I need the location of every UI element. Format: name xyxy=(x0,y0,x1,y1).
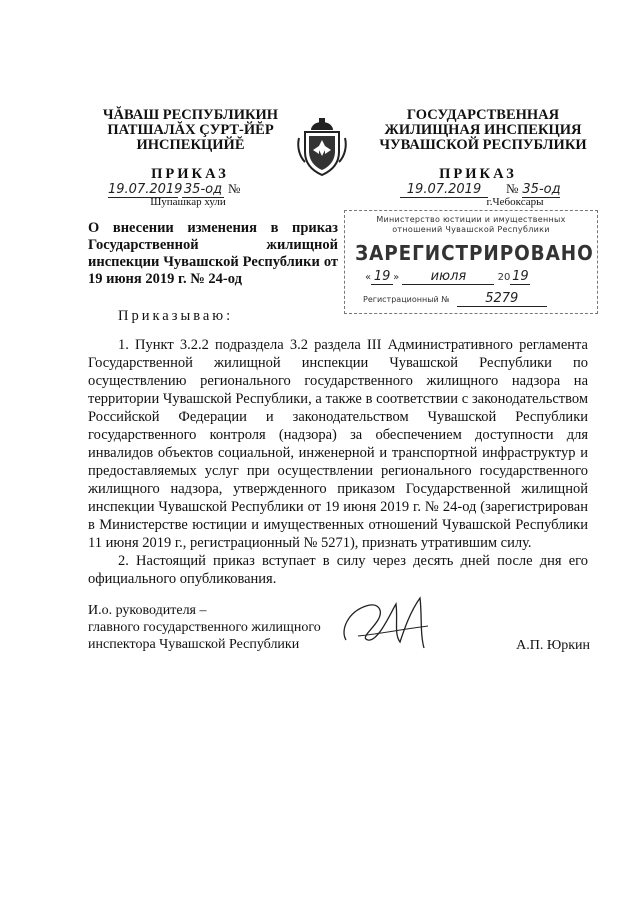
registration-stamp xyxy=(344,210,598,314)
left-number-sign: № xyxy=(228,181,241,196)
document-body xyxy=(88,336,588,588)
stamp-org-line: отношений Чувашской Республики xyxy=(392,225,550,234)
right-number-sign: № xyxy=(506,181,519,196)
signatory-position-line: инспектора Чувашской Республики xyxy=(88,637,300,652)
left-header-line: ИНСПЕКЦИЙĔ xyxy=(136,137,245,153)
right-header xyxy=(378,108,588,153)
stamp-org-line: Министерство юстиции и имущественных xyxy=(376,215,566,224)
signatory-position-line: главного государственного жилищного xyxy=(88,620,321,635)
signatory-name: А.П. Юркин xyxy=(516,638,590,653)
body-paragraph: 2. Настоящий приказ вступает в силу через десять дней после дня его официального опубликования. xyxy=(88,553,588,587)
stamp-registered: ЗАРЕГИСТРИРОВАНО xyxy=(355,241,594,265)
stamp-reg-label: Регистрационный № xyxy=(363,295,450,304)
order-intro: Приказываю: xyxy=(118,308,234,324)
stamp-reg-line xyxy=(345,291,597,307)
right-handwritten-number: 35-од xyxy=(522,182,561,197)
stamp-year-prefix: 20 xyxy=(497,272,511,283)
stamp-month: июля xyxy=(402,269,494,285)
stamp-date-line: « 19 » июля 20 19 xyxy=(365,269,529,284)
handwritten-signature xyxy=(338,590,438,660)
left-city: Шупашкар хули xyxy=(150,196,226,208)
stamp-year: 19 xyxy=(512,269,529,284)
left-header-line: ЧĂВАШ РЕСПУБЛИКИН xyxy=(102,107,279,123)
coat-of-arms-icon xyxy=(297,116,347,178)
left-header xyxy=(88,108,293,153)
right-header-line: ЖИЛИЩНАЯ ИНСПЕКЦИЯ xyxy=(384,122,582,138)
right-city: г.Чебоксары xyxy=(486,196,544,208)
right-order-word: ПРИКАЗ xyxy=(439,166,517,182)
signatory-position xyxy=(88,602,348,653)
left-handwritten-number: 35-од xyxy=(183,182,223,197)
left-order-word: ПРИКАЗ xyxy=(151,166,229,182)
body-paragraph: 1. Пункт 3.2.2 подраздела 3.2 раздела III Административного регламента Государственной жилищной инспекции Чувашской Республики по осуществлению регионального государственного жилищного надзора на территории Чувашской Республики, а также в соответствии с законодательством Российской Федерации и законодательством Чувашской Республики государственного контроля (надзора) за обеспечением доступности для инвалидов объектов социальной, инженерной и транспортной инфраструктур и предоставляемых услуг при осуществлении регионального государственного жилищного надзора, утвержденного приказом Государственной жилищной инспекции Чувашской Республики от 19 июня 2019 г. № 24-од (зарегистрирован в Министерстве юстиции и имущественных отношений Чувашской Республики 11 июня 2019 г., регистрационный № 5271), признать утратившим силу. xyxy=(88,337,588,551)
right-header-line: ГОСУДАРСТВЕННАЯ xyxy=(406,107,560,123)
right-handwritten-date: 19.07.2019 xyxy=(400,182,488,198)
signatory-position-line: И.о. руководителя – xyxy=(88,603,207,618)
right-header-line: ЧУВАШСКОЙ РЕСПУБЛИКИ xyxy=(379,137,587,153)
stamp-day: 19 xyxy=(371,269,393,285)
document-title: О внесении изменения в приказ Государственной жилищной инспекции Чувашской Республики от 19 июня 2019 г. № 24-од xyxy=(88,220,338,287)
left-header-line: ПАТШАЛĂХ ÇУРТ-ЙĔР xyxy=(107,122,274,138)
stamp-reg-number: 5279 xyxy=(457,291,547,307)
left-handwritten-date: 19.07.2019 xyxy=(108,182,183,197)
